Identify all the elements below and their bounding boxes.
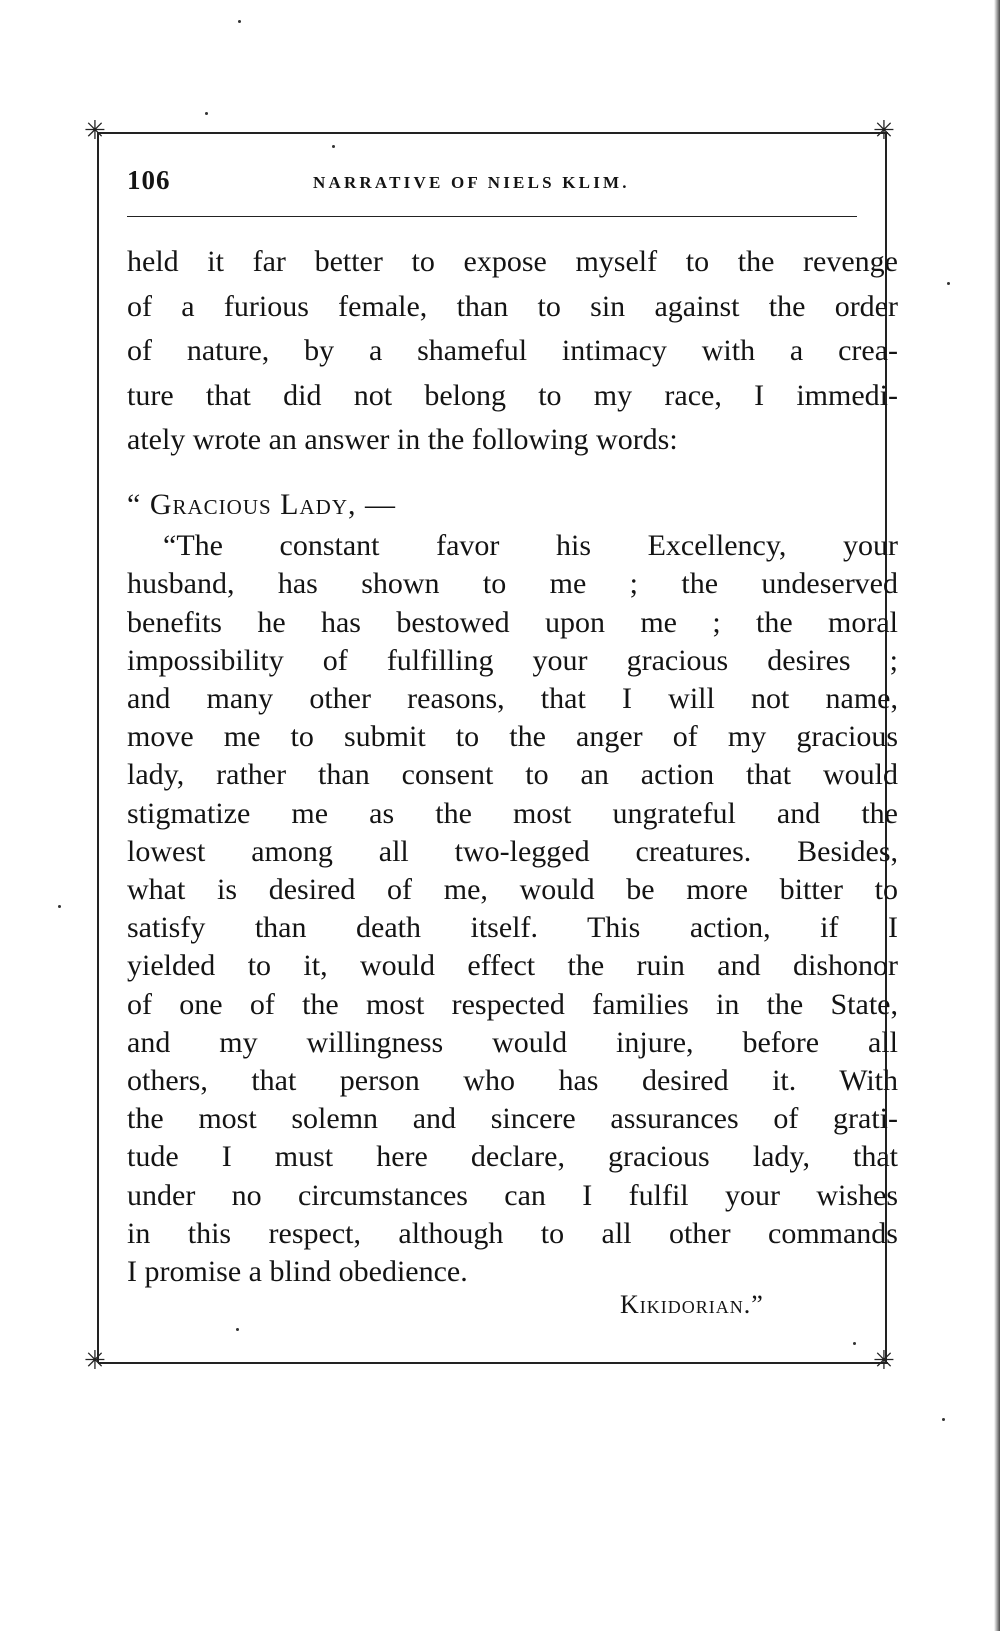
letter-line: stigmatize me as the most ungrateful and the <box>127 796 898 830</box>
letter-line: tude I must here declare, gracious lady, that <box>127 1140 898 1174</box>
scan-edge-shadow <box>994 0 1000 1631</box>
letter-line: move me to submit to the anger of my gracious <box>127 720 898 754</box>
letter-line: benefits he has bestowed upon me ; the moral <box>127 605 898 639</box>
letter-line: and many other reasons, that I will not name, <box>127 682 898 716</box>
letter-line: of one of the most respected families in the State, <box>127 987 898 1021</box>
text-line: held it far better to expose myself to the revenge <box>127 245 898 278</box>
intro-paragraph <box>127 240 898 463</box>
letter-line: I promise a blind obedience. <box>127 1255 468 1289</box>
letter-signature: Kikidorian.” <box>620 1290 764 1319</box>
page-number: 106 <box>127 165 171 195</box>
corner-star-icon: ✳ <box>84 116 106 146</box>
corner-star-icon: ✳ <box>84 1346 106 1376</box>
letter-line: in this respect, although to all other commands <box>127 1216 898 1250</box>
letter-line: lowest among all two-legged creatures. Besides, <box>127 834 898 868</box>
header-rule <box>127 216 857 217</box>
letter-line: yielded to it, would effect the ruin and dishonor <box>127 949 898 983</box>
letter-line: satisfy than death itself. This action, if I <box>127 911 898 945</box>
text-line: ately wrote an answer in the following words: <box>127 423 678 456</box>
frame-left-rule <box>97 132 99 1362</box>
letter-line: “The constant favor his Excellency, your <box>163 529 898 563</box>
letter-line: under no circumstances can I fulfil your wishes <box>127 1178 898 1212</box>
letter-line: husband, has shown to me ; the undeserved <box>127 567 898 601</box>
letter <box>127 486 898 1291</box>
corner-star-icon: ✳ <box>873 116 895 146</box>
frame-top-rule <box>98 132 888 134</box>
letter-salutation: “ Gracious Lady, — <box>127 488 396 521</box>
letter-line: others, that person who has desired it. With <box>127 1064 898 1098</box>
running-header <box>127 165 887 205</box>
running-title: NARRATIVE OF NIELS KLIM. <box>313 173 630 192</box>
letter-line: lady, rather than consent to an action that would <box>127 758 898 792</box>
corner-star-icon: ✳ <box>873 1346 895 1376</box>
letter-line: the most solemn and sincere assurances of grati- <box>127 1102 898 1136</box>
text-line: of nature, by a shameful intimacy with a crea- <box>127 334 898 367</box>
text-line: of a furious female, than to sin against the order <box>127 289 898 323</box>
text-line: ture that did not belong to my race, I immedi- <box>127 378 898 412</box>
letter-line: and my willingness would injure, before all <box>127 1025 898 1059</box>
letter-line: what is desired of me, would be more bitter to <box>127 873 898 907</box>
letter-line: impossibility of fulfilling your gracious desires ; <box>127 643 898 677</box>
frame-bottom-rule <box>98 1362 888 1364</box>
